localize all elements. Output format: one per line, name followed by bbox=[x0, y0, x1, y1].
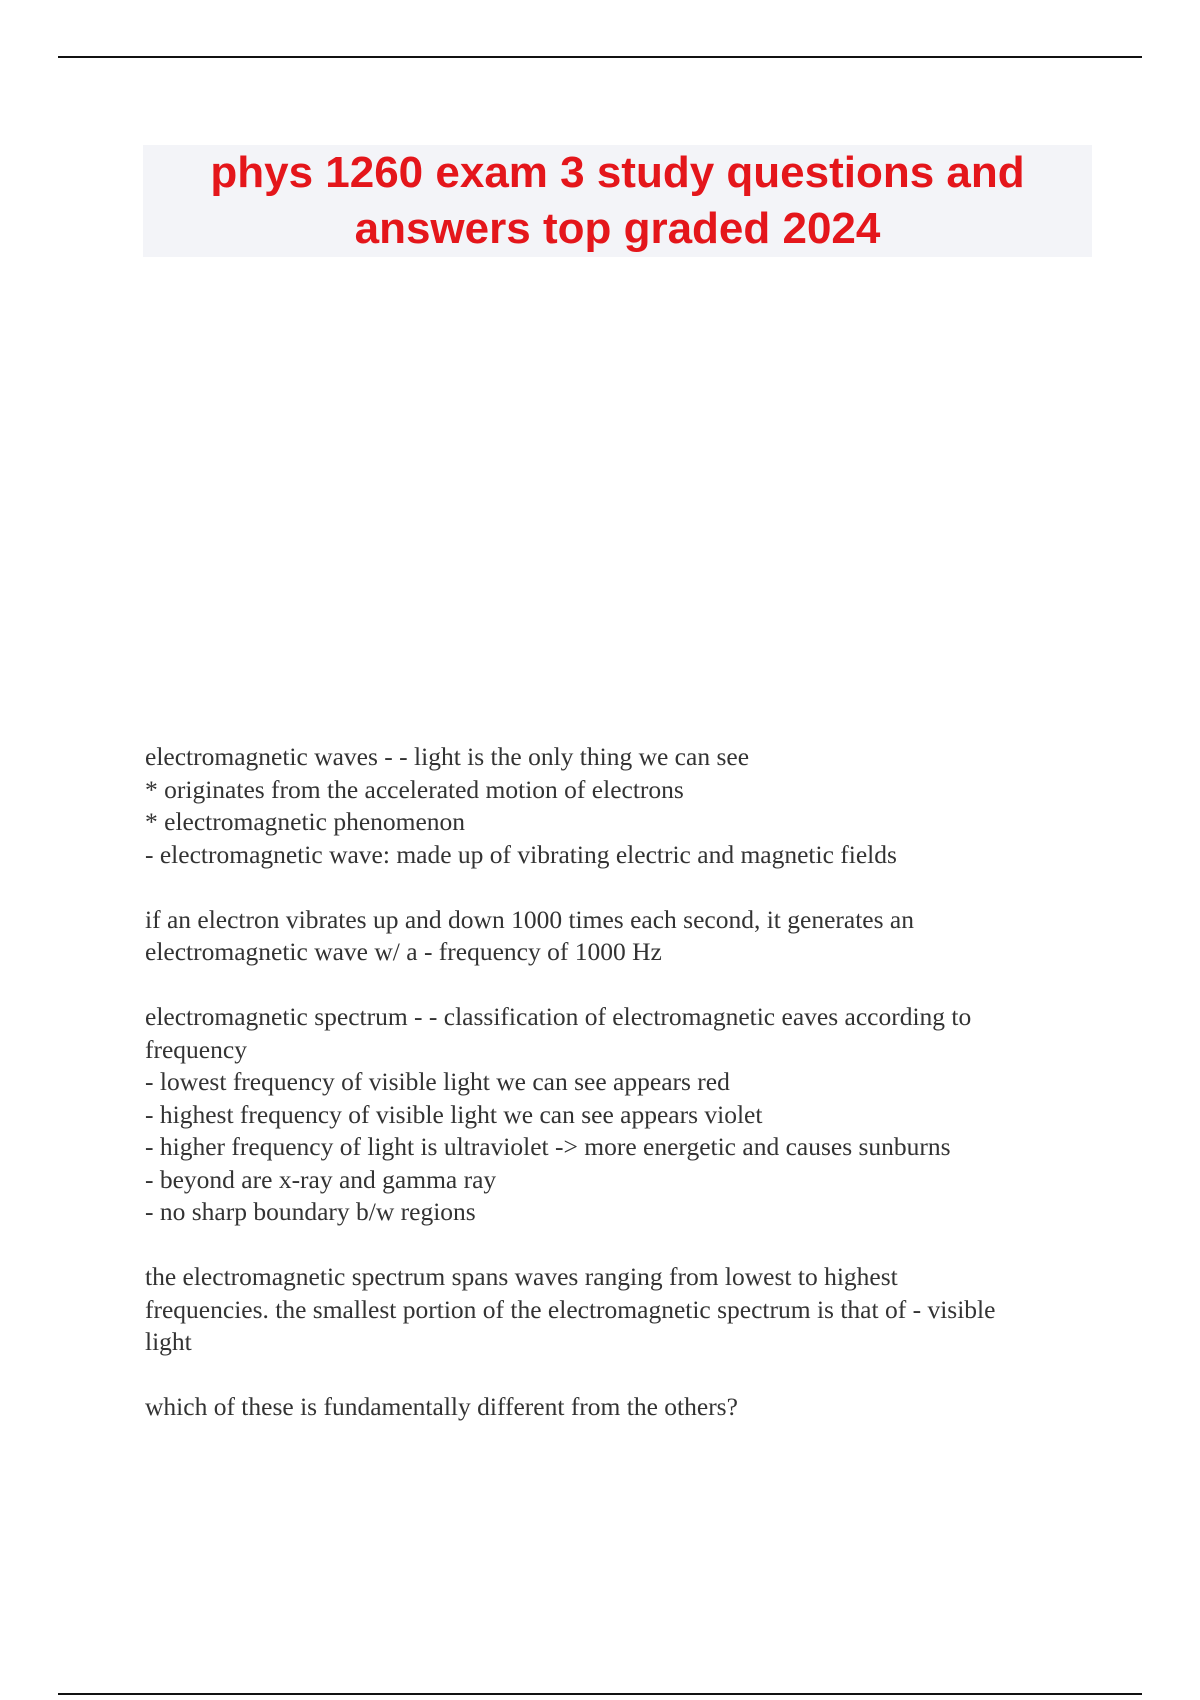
top-divider bbox=[58, 56, 1142, 58]
text-line: - highest frequency of visible light we can see appears violet bbox=[145, 1099, 763, 1129]
qa-entry bbox=[145, 904, 1095, 969]
bottom-divider bbox=[58, 1693, 1142, 1695]
text-line: which of these is fundamentally different from the others? bbox=[145, 1392, 738, 1421]
text-line: - higher frequency of light is ultraviolet -> more energetic and causes sunburns bbox=[145, 1132, 951, 1161]
text-line: * electromagnetic phenomenon bbox=[145, 807, 466, 836]
text-line: the electromagnetic spectrum spans waves ranging from lowest to highest bbox=[145, 1262, 898, 1291]
text-line: electromagnetic spectrum - - classification of electromagnetic eaves according to bbox=[145, 1002, 972, 1031]
qa-entry bbox=[145, 1391, 1095, 1424]
text-line: frequency bbox=[145, 1034, 247, 1064]
qa-entry bbox=[145, 741, 1095, 871]
text-line: - electromagnetic wave: made up of vibrating electric and magnetic fields bbox=[145, 839, 897, 869]
text-line: - no sharp boundary b/w regions bbox=[145, 1197, 476, 1226]
qa-entry bbox=[145, 1261, 1095, 1359]
document-body bbox=[145, 741, 1095, 1456]
text-line: * originates from the accelerated motion of electrons bbox=[145, 774, 684, 804]
text-line: frequencies. the smallest portion of the electromagnetic spectrum is that of - visible bbox=[145, 1294, 996, 1324]
qa-entry bbox=[145, 1001, 1095, 1229]
text-line: if an electron vibrates up and down 1000 times each second, it generates an bbox=[145, 904, 914, 934]
document-title: phys 1260 exam 3 study questions and answers top graded 2024 bbox=[210, 148, 1025, 253]
text-line: electromagnetic wave w/ a - frequency of 1000 Hz bbox=[145, 937, 662, 966]
text-line: - lowest frequency of visible light we can see appears red bbox=[145, 1067, 730, 1096]
title-banner bbox=[143, 145, 1092, 257]
text-line: - beyond are x-ray and gamma ray bbox=[145, 1164, 497, 1194]
text-line: light bbox=[145, 1327, 192, 1356]
text-line: electromagnetic waves - - light is the only thing we can see bbox=[145, 742, 750, 771]
